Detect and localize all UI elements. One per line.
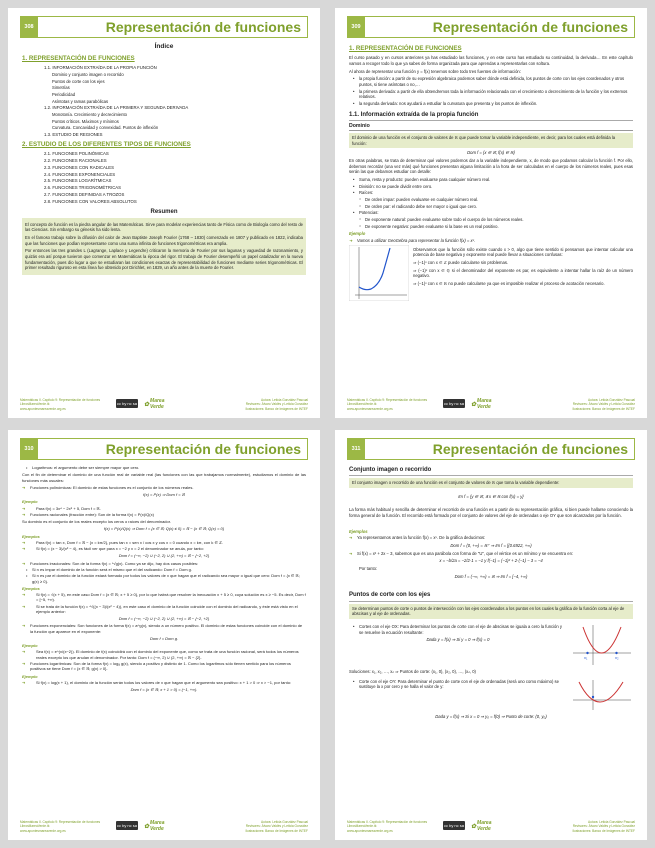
toc-subentry[interactable]: Periodicidad xyxy=(52,91,76,97)
toc-subentry[interactable]: Puntos de corte con los ejes xyxy=(52,78,105,84)
example-2: ➜ Si f(x) = x² + 2x − 3, sabemos que es una parábola con forma de "U", que el vértice es un mínimo y se encuentra en: xyxy=(349,551,633,557)
example-item: ➜ Para f(x) = tan x, Dom f = ℝ − {x = kπ/2}, pues tan x = sen x / cos x y cos x = 0 cuando x = kπ, con k ∈ ℤ. xyxy=(22,540,306,545)
toc-entry[interactable]: 1.1. INFORMACIÓN EXTRAÍDA DE LA PROPIA FUNCIÓN xyxy=(44,65,157,71)
dominio-text: En otras palabras, se trata de determinar qué valores podemos dar a la variable independiente, x, de modo que podamos calcular la función f. Por ello, debemos recordar (una vez más) qué funciones presentan alguna limitación a la hora de ser calculadas en el cuerpo de los números reales, pues esas serán las que debamos estudiar con detalle: xyxy=(349,157,633,175)
dominio-list-item: ○ De exponente negativo: pueden evaluarse si la base es un real positivo. xyxy=(349,224,633,230)
toc-entry[interactable]: 2.5. FUNCIONES LOGARÍTMICAS xyxy=(44,178,112,184)
header-title: Representación de funciones xyxy=(105,441,301,457)
example-item: ➜ Sea f(x) = e^(x/(x−2)). El dominio de f(x) coincidirá con el dominio del exponente que, como se trata de una función racional, será todos los números reales excepto los que anulan el denominador. Por tanto: Dom f = (−∞, 2) ∪ (2, +∞) = ℝ − {2}. xyxy=(22,649,306,660)
example-1: ➜ Ya representamos antes la función f(x) = xˣ. De la gráfica deducimos: xyxy=(349,535,633,541)
index-title: Índice xyxy=(154,43,174,50)
resumen-paragraph: En el famoso trabajo sobre la difusión del calor de Jean Baptiste Joseph Fourier (1768 – 1830) comenzado en 1807 y publicado en 1822, indicaba que las funciones que podían representarse como una suma infinita de funciones trigonométricas era amplia. xyxy=(25,235,303,246)
example-line: ⇒ (−1)ˣ con x ∈ ℤ puede calcularse sin problemas. xyxy=(413,259,509,265)
example-label: Ejemplos xyxy=(22,533,40,539)
root-label-x2: x₂ xyxy=(615,654,619,660)
cortes-y-text xyxy=(349,678,567,712)
example-label: Ejemplos xyxy=(349,528,368,534)
example-item: ➜ Si se trata de la función f(x) = ⁴√((x − 3)/(x² − 4)), en este caso el dominio de la función coincide con el dominio del radicando, y éste está visto en el ejemplo anterior: xyxy=(22,604,306,615)
dominio-list-item: ○ De orden par: el radicando debe ser mayor o igual que cero. xyxy=(349,204,633,210)
marea-verde-logo: ✿ Marea Verde xyxy=(144,820,178,832)
example-line: ⇒ (−1)ˣ con x ∈ ℚ si el denominador del exponente es par, es equivalente a intentar hallar la raíz de un número negativo. xyxy=(413,267,633,279)
marea-verde-logo: ✿ Marea Verde xyxy=(471,398,505,410)
bullet-item: • Si n es par el dominio de la función estará formado por todos los valores de x que hagan que el radicando sea mayor o igual que cero: Dom f = {x ∈ ℝ; g(x) ≥ 0}. xyxy=(22,573,306,584)
cortes-x-block xyxy=(349,623,633,667)
toc-section-1 xyxy=(22,65,306,138)
toc-entry[interactable]: 2.1. FUNCIONES POLINÓMICAS xyxy=(44,151,109,157)
footer-link[interactable]: www.apuntesmareaverde.org.es xyxy=(347,406,393,411)
example-2-formula: x = −b/2a = −2/2·1 = −1 y f(−1) = (−1)² + 2·(−1) − 3 = −4 xyxy=(439,558,543,564)
example-title: ➜ Vamos a utilizar GeoGebra para representar la función f(x) = xˣ. xyxy=(349,238,633,244)
parabola-graph xyxy=(571,623,633,667)
example-item: ➜ Si f(x) = (x − 3)/(x² − 4), es fácil ver que para x = −2 y x = 2 el denominador se anula, por tanto: xyxy=(22,546,306,551)
page-content xyxy=(22,42,306,277)
page-header xyxy=(347,16,635,38)
page-number: 309 xyxy=(347,16,365,38)
cc-license-badge: cc by nc sa xyxy=(116,823,137,828)
cortes-y-block xyxy=(349,678,633,712)
function-type-item: ➜ Funciones exponenciales: Son funciones de la forma f(x) = a^g(x), siendo a un número positivo. El dominio de estas funciones coincide con el dominio de la función que aparece en el exponente: xyxy=(22,623,306,634)
page-number: 311 xyxy=(347,438,365,460)
footer-text: Autora: Leticia González Pascual xyxy=(261,820,308,824)
example-line: Observamos que la función sólo existe cuando x > 0, algo que tiene sentido si pensamos que intentar calcular una potencia de base negativa y exponente real puede llevar a situaciones confusas: xyxy=(413,246,633,258)
page-header xyxy=(347,438,635,460)
imagen-formula: Im f = {y ∈ ℝ; ∃ x ∈ ℝ con f(x) = y} xyxy=(458,493,524,499)
dominio-list xyxy=(349,177,633,229)
xx-function-graph xyxy=(349,245,409,301)
footer-left xyxy=(20,398,110,411)
toc-section-2 xyxy=(22,151,306,204)
function-type-item: ➜ Funciones logarítmicas: Son de la forma f(x) = logₐ g(x), siendo a positivo y distinto de 1. Como los logaritmos sólo tienen sentido para los números positivos se tiene Dom f = {x ∈ ℝ; g(x) > 0}. xyxy=(22,661,306,672)
footer-link[interactable]: www.apuntesmareaverde.org.es xyxy=(20,828,66,833)
toc-entry[interactable]: 2.8. FUNCIONES CON VALORES ABSOLUTOS xyxy=(44,198,137,204)
footer-text: Matemáticas II. Capítulo 9: Representación de funciones xyxy=(347,398,428,402)
footer-text: Autora: Leticia González Pascual xyxy=(588,398,635,402)
toc-subentry[interactable]: Simetrías xyxy=(52,85,70,91)
cc-license-badge: cc by nc sa xyxy=(116,401,137,406)
page-footer xyxy=(347,396,635,414)
page-content xyxy=(349,42,633,301)
example-1-formula: Dom f = (0, +∞) = ℝ⁺ ⇒ Im f = [(0.6922, +∞) xyxy=(450,543,532,549)
formula: Dom f = (−∞, −2) ∪ (−2, 2) ∪ (2, +∞) = ℝ − {−2, +2} xyxy=(118,553,210,559)
footer-text: Revisores: Álvaro Valdés y Leticia González xyxy=(245,824,308,829)
footer-right xyxy=(208,398,308,411)
cortes-heading: Puntos de corte con los ejes xyxy=(349,591,633,601)
source-item: • la primera derivada: a partir de ella obtendremos toda la información relacionada con el crecimiento o decrecimiento de la función y los extremos relativos. xyxy=(349,89,633,100)
paragraph: Su dominio es el conjunto de los reales excepto los ceros o raíces del denominador. xyxy=(22,519,171,525)
marea-verde-logo: ✿ Marea Verde xyxy=(144,398,178,410)
resumen-paragraph: El concepto de función es la piedra angular de las Matemáticas. Sirve para modelar experiencias tanto de Física como de Biología como del resto de las Ciencias. Sin embargo su génesis ha sido lenta. xyxy=(25,221,303,233)
example-label: Ejemplo xyxy=(22,499,38,505)
cc-license-badge: cc by nc sa xyxy=(443,823,464,828)
page-311 xyxy=(335,430,647,840)
dominio-definition: El dominio de una función es el conjunto de valores de ℝ que puede tomar la variable independiente, es decir, para los cuales está definida la función: xyxy=(349,133,633,148)
toc-subentry[interactable]: Dominio y conjunto imagen o recorrido xyxy=(52,71,124,77)
footer-text: Ilustraciones: Banco de Imágenes de INTEF xyxy=(572,828,635,833)
footer-text: Autora: Leticia González Pascual xyxy=(261,398,308,402)
formula: Dom f = Dom g. xyxy=(149,635,179,641)
sources-list xyxy=(349,76,633,106)
formula: f(x) = P(x)/Q(x) ⇒ Dom f = {x ∈ ℝ; Q(x) ≠ 0} = ℝ − {x ∈ ℝ; Q(x) = 0} xyxy=(103,526,225,532)
page-content xyxy=(349,464,633,721)
intro-paragraph: El curso pasado y en cursos anteriores ya has estudiado las funciones, y en este curso has estudiado su continuidad, la derivada… En este capítulo vamos a recoger todo lo que ya sabes de forma organizada para que aprendas a representarlas con soltura. xyxy=(349,55,633,67)
toc-subentry[interactable]: Curvatura. Concavidad y convexidad. Puntos de inflexión xyxy=(52,125,159,131)
page-footer xyxy=(20,396,308,414)
cortes-y-desc: • Corte con el eje OY: Para determinar el punto de corte con el eje de ordenadas (será uno como máximo) se sustituye la x por cero y se halla el valor de y: xyxy=(349,679,567,690)
cortes-x-formula: Dada y = f(x) ⇒ Si y = 0 ⇒ f(x) = 0 xyxy=(426,637,490,643)
footer-text: Matemáticas II. Capítulo 9: Representación de funciones xyxy=(347,820,428,824)
toc-entry[interactable]: 2.7. FUNCIONES DEFINIDAS A TROZOS xyxy=(44,192,125,198)
page-309 xyxy=(335,8,647,418)
function-type-item: ➜ Funciones irracionales: Son de la forma f(x) = ⁿ√g(x). Como ya se dijo, hay dos casos posibles: xyxy=(22,561,306,566)
imagen-definition: El conjunto imagen o recorrido de una función es el conjunto de valores de ℝ que toma la variable dependiente: xyxy=(349,478,633,488)
source-item: • la segunda derivada: nos ayudará a estudiar la curvatura que presenta y los puntos de inflexión. xyxy=(349,101,633,107)
page-310 xyxy=(8,430,320,840)
footer-text: LibrosMareaVerde.tk xyxy=(20,402,50,407)
footer-left xyxy=(347,820,437,833)
root-label-x1: x₁ xyxy=(584,654,588,660)
bullet-item: • Logaritmos: el argumento debe ser siempre mayor que cero. xyxy=(22,465,306,470)
toc-entry[interactable]: 1.3. ESTUDIO DE REGIONES xyxy=(44,132,103,138)
paragraph: Con el fin de determinar el dominio de una función real de variable real (las funciones con las que trabajamos normalmente), estudiamos el dominio de las funciones más usuales: xyxy=(22,472,306,483)
example-label: Ejemplo xyxy=(349,231,366,237)
cc-license-badge: cc by nc sa xyxy=(443,401,464,406)
footer-text: Autora: Leticia González Pascual xyxy=(588,820,635,824)
page-number: 310 xyxy=(20,438,38,460)
toc-entry[interactable]: 2.3. FUNCIONES CON RADICALES xyxy=(44,164,114,170)
section-1-heading: 1. REPRESENTACIÓN DE FUNCIONES xyxy=(22,54,135,62)
footer-left xyxy=(347,398,437,411)
cortes-x-desc: • Cortes con el eje OX: Para determinar los puntos de corte con el eje de abscisas se iguala a cero la función y se resuelve la ecuación resultante: xyxy=(349,624,567,635)
page-footer xyxy=(347,818,635,836)
toc-entry[interactable]: 2.2. FUNCIONES RACIONALES xyxy=(44,158,107,164)
subsection-heading: 1.1. Información extraída de la propia función xyxy=(349,111,633,121)
example-2-result: Dom f = (−∞, +∞) = ℝ ⇒ Im f = [−4, +∞) xyxy=(454,573,528,579)
footer-text: Matemáticas II. Capítulo 9: Representación de funciones xyxy=(20,398,101,402)
cortes-x-text xyxy=(349,623,567,667)
function-type-item: ➜ Funciones racionales (fracción entre): Son de la forma f(x) = P(x)/Q(x) xyxy=(22,512,306,517)
example-text xyxy=(413,245,633,301)
example-item: ➜ Si f(x) = √(x + 5), en este caso Dom f = {x ∈ ℝ; x + 5 ≥ 0}, por lo que habrá que resolver la inecuación x + 5 ≥ 0, cuya solución es x ≥ −5. Es decir, Dom f = [−5, +∞). xyxy=(22,592,306,603)
dominio-list-item: ○ De orden impar: pueden evaluarse en cualquier número real. xyxy=(349,197,633,203)
dominio-list-item: ○ De exponente natural: pueden evaluarse sobre todo el cuerpo de los números reales. xyxy=(349,217,633,223)
dominio-formula: Dom f = {x ∈ ℝ; f(x) ∈ ℝ} xyxy=(467,150,515,156)
cortes-definition: Se determinan puntos de corte o puntos de intersección con los ejes coordenados a los puntos en los cuales la gráfica de la función corta al eje de abscisas y al eje de ordenadas. xyxy=(349,604,633,619)
formula: Dom f = (−∞, −2) ∪ (−2, 2) ∪ (2, +∞) = ℝ − {−2, +2} xyxy=(118,616,210,622)
page-header xyxy=(20,16,308,38)
resumen-title: Resumen xyxy=(150,208,178,215)
footer-text: Revisores: Álvaro Valdés y Leticia González xyxy=(245,402,308,407)
example-label: Ejemplo xyxy=(22,643,38,649)
footer-text: Ilustraciones: Banco de Imágenes de INTEF xyxy=(245,406,308,411)
footer-text: LibrosMareaVerde.tk xyxy=(20,824,50,829)
toc-entry[interactable]: 2.4. FUNCIONES EXPONENCIALES xyxy=(44,171,116,177)
example-label: Ejemplos xyxy=(22,585,40,591)
imagen-text: La forma más habitual y sencilla de determinar el recorrido de una función es a partir de su representación gráfica, si bien puede hallarse conociendo la forma general de la función. El recorrido está formado por el conjunto de valores del eje de ordenadas o eje OY que son alcanzados por la función. xyxy=(349,507,633,519)
header-title: Representación de funciones xyxy=(105,19,301,35)
footer-left xyxy=(20,820,110,833)
footer-text: Revisores: Álvaro Valdés y Leticia González xyxy=(572,824,635,829)
example-item: ➜ Si f(x) = log(x + 1), el dominio de la función serán todos los valores de x que hagan que el argumento sea positivo: x + 1 > 0 ⇒ x > −1, por tanto: xyxy=(22,680,306,685)
bullet-item: • Si n es impar el dominio de la función será el mismo que el del radicando: Dom f = Dom g. xyxy=(22,567,306,572)
formula: f(x) = P(x) ⇒ Dom f = ℝ xyxy=(143,492,185,498)
imagen-heading: Conjunto imagen o recorrido xyxy=(349,466,633,476)
intro-paragraph: Al ahora de representar una función y = f(x) tenemos sobre todo tres fuentes de información: xyxy=(349,68,521,74)
footer-right xyxy=(535,398,635,411)
source-item: • la propia función: a partir de su expresión algebraica podemos saber dónde está definida, los puntos de corte con los ejes coordenados y otros puntos, si tiene asíntotas o no,… xyxy=(349,76,633,87)
example-line: ⇒ (−1)ˣ con x ∈ ℝ no puede calcularse ya que es imposible realizar el proceso de acotación necesario. xyxy=(413,280,605,286)
footer-right xyxy=(208,820,308,833)
section-2-heading: 2. ESTUDIO DE LOS DIFERENTES TIPOS DE FUNCIONES xyxy=(22,140,191,148)
formula: Dom f = {x ∈ ℝ; x + 1 > 0} = (−1, +∞). xyxy=(130,687,198,693)
parabola-y-graph xyxy=(571,678,633,712)
cortes-x-solutions: Soluciones: x₁, x₂, …, xₙ ⇒ Puntos de corte: (x₁, 0), (x₂, 0), …, (xₙ, 0) xyxy=(349,668,476,674)
footer-text: LibrosMareaVerde.tk xyxy=(347,824,377,829)
header-title: Representación de funciones xyxy=(432,19,628,35)
footer-right xyxy=(535,820,635,833)
footer-text: Revisores: Álvaro Valdés y Leticia González xyxy=(572,402,635,407)
page-308 xyxy=(8,8,320,418)
example-label: Ejemplo xyxy=(22,673,38,679)
footer-text: LibrosMareaVerde.tk xyxy=(347,402,377,407)
page-content xyxy=(22,464,306,694)
example-item: ➜ Para f(x) = 3x⁴ − 2x⁵ + 5, Dom f = ℝ. xyxy=(22,506,306,511)
toc-entry[interactable]: 2.6. FUNCIONES TRIGONOMÉTRICAS xyxy=(44,185,122,191)
page-number: 308 xyxy=(20,16,38,38)
toc-subentry[interactable]: Asíntotas y ramas parabólicas xyxy=(52,98,109,104)
dominio-list-item: • Raíces: xyxy=(349,190,633,196)
example-body xyxy=(349,245,633,301)
footer-text: Ilustraciones: Banco de Imágenes de INTEF xyxy=(572,406,635,411)
resumen-box xyxy=(22,218,306,275)
footer-link[interactable]: www.apuntesmareaverde.org.es xyxy=(347,828,393,833)
footer-text: Ilustraciones: Banco de Imágenes de INTEF xyxy=(245,828,308,833)
header-title: Representación de funciones xyxy=(432,441,628,457)
page-footer xyxy=(20,818,308,836)
toc-entry[interactable]: 1.2. INFORMACIÓN EXTRAÍDA DE LA PRIMERA Y SEGUNDA DERIVADA xyxy=(44,105,189,111)
dominio-list-item: • División: no se puede dividir entre cero. xyxy=(349,184,633,190)
dominio-list-item: • Suma, resta y producto: pueden evaluarse para cualquier número real. xyxy=(349,177,633,183)
page-header xyxy=(20,438,308,460)
footer-link[interactable]: www.apuntesmareaverde.org.es xyxy=(20,406,66,411)
dominio-list-item: • Potencias: xyxy=(349,210,633,216)
section-1-heading: 1. REPRESENTACIÓN DE FUNCIONES xyxy=(349,45,462,52)
function-type-item: ➜ Funciones polinómicas: El dominio de estas funciones es el conjunto de los números reales. xyxy=(22,485,306,490)
dominio-heading: Dominio xyxy=(349,123,633,131)
resumen-paragraph: Por entonces las tres grandes L (Lagrange, Laplace y Legendre) criticaron la memoria de Fourier por sus lagunas y vaguedad de razonamiento, y quizás era así porque tuvieron que comenzar en Matemáticas la época del rigor. El trabajo de Fourier desempeñó un papel catalizador en la nueva fundamentación, pues dio lugar a que se estudiaran las condiciones exactas de representabilidad de funciones mediante series trigonométricas. El primer resultado riguroso en esta línea fue obtenido por Dirichlet, en 1829, un año antes de la muerte de Fourier. xyxy=(25,248,303,271)
toc-subentry[interactable]: Puntos críticos. Máximos y mínimos xyxy=(52,118,119,124)
toc-subentry[interactable]: Monotonía. Crecimiento y decrecimiento xyxy=(52,112,127,118)
cortes-y-formula: Dada y = f(x) ⇒ Si x = 0 ⇒ y₀ = f(0) ⇒ Punto de corte: (0, y₀) xyxy=(435,713,547,719)
footer-text: Matemáticas II. Capítulo 9: Representación de funciones xyxy=(20,820,101,824)
example-2-por-tanto: Por tanto: xyxy=(359,566,378,572)
marea-verde-logo: ✿ Marea Verde xyxy=(471,820,505,832)
